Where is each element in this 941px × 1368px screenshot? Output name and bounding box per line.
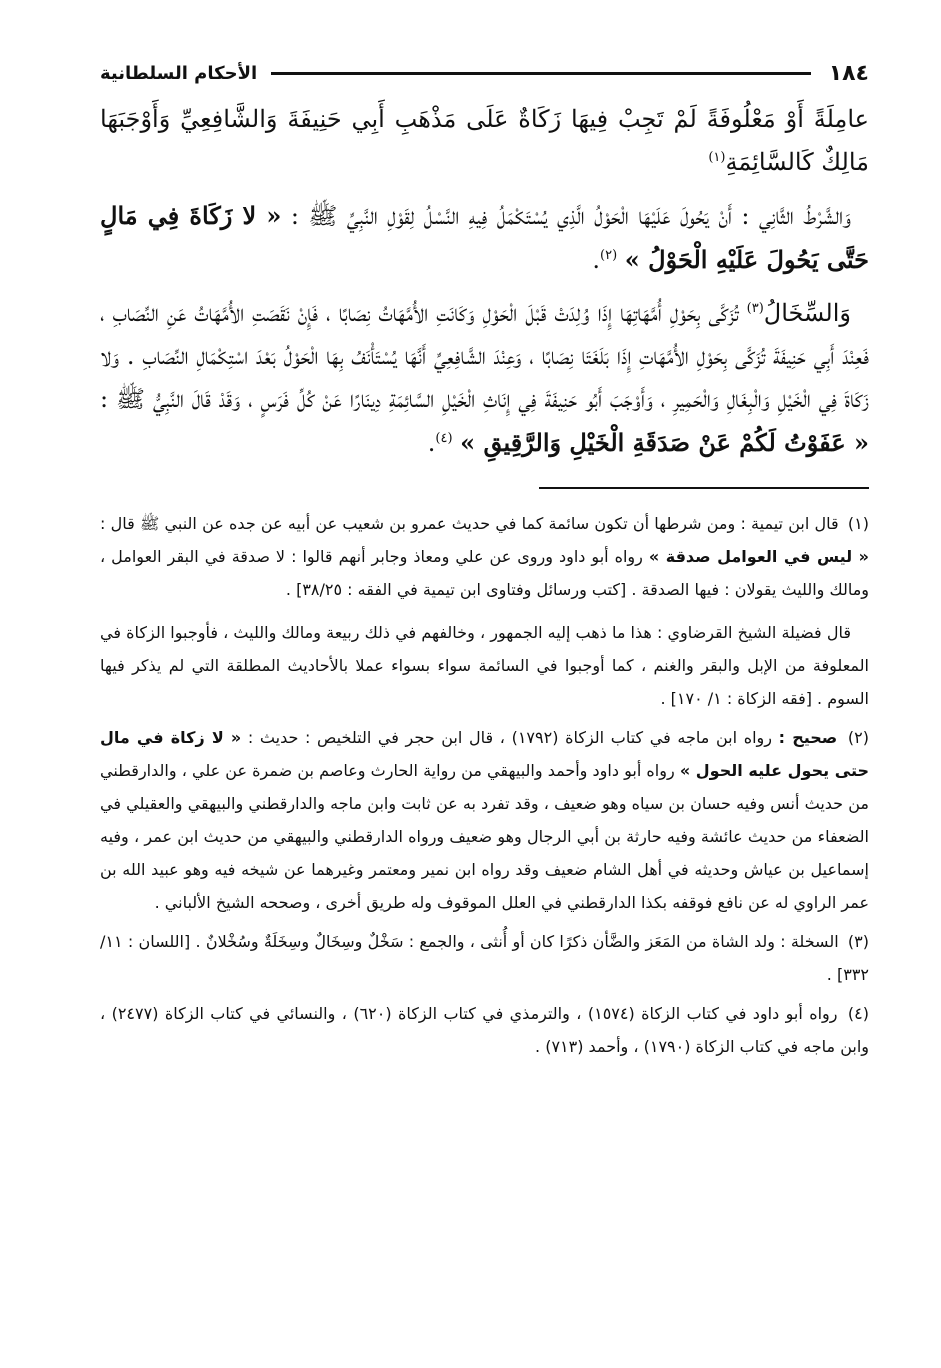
paragraph-3 [100, 292, 869, 465]
footnote-separator [539, 487, 869, 489]
hadith-quote-1: « لا زَكَاةَ فِي مَالٍ حَتَّى يَحُولَ عَلَيْهِ الْحَوْلُ » [100, 201, 869, 274]
footnote-ref-2: (٢) [600, 248, 618, 263]
footnote-1-hadith: « ليس في العوامل صدقة » [648, 547, 869, 566]
footnote-4-number: (٤) [847, 1004, 869, 1023]
footnote-1-text-a: قال ابن تيمية : ومن شرطها أن تكون سائمة كما في حديث عمرو بن شعيب عن أبيه عن جده عن النبي ﷺ قال : [100, 514, 839, 533]
footnote-2 [100, 721, 869, 919]
footnote-1-number: (١) [847, 514, 870, 533]
footnote-3-number: (٣) [847, 932, 869, 951]
paragraph-2-end: . [592, 246, 601, 274]
footnote-3 [100, 925, 869, 991]
footnote-3-text: السخلة : ولد الشاة من المَعَز والضَّأن ذكرًا كان أو أُنثى ، والجمع : سَخْلٌ وسِخَالٌ وسِخَلَةٌ وسُخْلانٌ . [اللسان : ١١/ ٣٣٢] . [100, 932, 869, 984]
footnote-2-number: (٢) [847, 728, 870, 747]
paragraph-1 [100, 98, 869, 184]
footnote-4 [100, 997, 869, 1063]
footnote-ref-1: (١) [708, 150, 726, 165]
page-number: ١٨٤ [828, 60, 869, 86]
header-rule [271, 72, 811, 75]
footnote-1-continued: قال فضيلة الشيخ القرضاوي : هذا ما ذهب إليه الجمهور ، وخالفهم في ذلك ربيعة ومالك والليث ، فأوجبوا الزكاة في المعلوفة من الإبل والبقر والغنم ، كما أوجبوا في السائمة سواء بسواء عملا بالأحاديث المطلقة التي لم يذكر فيها السوم . [فقه الزكاة : ١/ ١٧٠] . [100, 623, 869, 708]
footnote-1 [100, 507, 869, 606]
footnote-2-text-b: رواه أبو داود وأحمد والبيهقي من رواية الحارث وعاصم بن ضمرة عن علي ، والدارقطني من حديث أنس وفيه حسان بن سياه وهو ضعيف ، وقد تفرد به عن ثابت وابن ماجه والدارقطني والبيهقي والعقيلي في الضعفاء من حديث عائشة وفيه حارثة بن أبي الرجال وهو ضعيف ورواه الدارقطني والبيهقي من حديث ابن عمر ، وفيه إسماعيل بن عياش وحديثه في أهل الشام ضعيف وقد رواه ابن نمير ومعتمر وغيرهما عن شيخه فيه وهو عبيد الله بن عمر الراوي له عن نافع فوقفه بكذا الدارقطني في العلل الموقوف وله طريق أخرى ، وصححه الشيخ الألباني . [100, 761, 869, 912]
paragraph-3-text-a: وَالسِّخَالُ [763, 299, 851, 327]
hadith-quote-2: « عَفَوْتُ لَكُمْ عَنْ صَدَقَةِ الْخَيْلِ وَالرَّقِيقِ » [460, 428, 869, 457]
main-text [100, 98, 869, 465]
paragraph-2-text: وَالشَّرْطُ الثَّانِي : أَنْ يَحُولَ عَلَيْهَا الْحَوْلُ الَّذِي يُسْتَكْمَلُ فِيهِ النَّسْلُ لِقَوْلِ النَّبِيِّ ﷺ : [290, 202, 851, 230]
paragraph-1-text: عامِلَةً أَوْ مَعْلُوفَةً لَمْ تَجِبْ فِيهَا زَكَاةٌ عَلَى مَذْهَبِ أَبِي حَنِيفَةَ وَالشَّافِعِيِّ وَأَوْجَبَهَا مَالِكٌ كَالسَّائِمَةِ [100, 105, 869, 176]
footnote-1-text-b: رواه أبو داود وروى عن علي ومعاذ وجابر أنهم قالوا : لا صدقة في البقر العوامل ، ومالك والليث يقولان : فيها الصدقة . [كتب ورسائل وفتاوى ابن تيمية في الفقه : ٣٨/٢٥] . [100, 547, 869, 599]
footnote-4-text: رواه أبو داود في كتاب الزكاة (١٥٧٤) ، والترمذي في كتاب الزكاة (٦٢٠) ، والنسائي في كتاب الزكاة (٢٤٧٧) ، وابن ماجه في كتاب الزكاة (١٧٩٠) ، وأحمد (٧١٣) . [100, 1004, 869, 1056]
footnote-ref-4: (٤) [435, 431, 453, 446]
footnote-2-hadith: « لا زكاة في مال حتى يحول عليه الحول » [100, 728, 870, 780]
paragraph-3-end: . [427, 429, 436, 457]
footnote-2-text-a: رواه ابن ماجه في كتاب الزكاة (١٧٩٢) ، قال ابن حجر في التلخيص : حديث : [247, 728, 773, 747]
footnote-2-label: صحيح : [778, 728, 838, 747]
footnotes [100, 507, 869, 1063]
book-title: الأحكام السلطانية [100, 62, 258, 84]
paragraph-2 [100, 194, 869, 282]
paragraph-3-text-b: تُزَكَّى بِحَوْلِ أُمَّهَاتِهَا إِذَا وُلِدَتْ قَبْلَ الْحَوْلِ وَكَانَتِ الأُمَّهَاتُ نِصَابًا ، فَإِنْ نَقَصَتِ الأُمَّهَاتُ عَنِ النِّصَابِ ، فَعِنْدَ أَبِي حَنِيفَةَ تُزَكَّى بِحَوْلِ الأُمَّهَاتِ إِذَا بَلَغَتَا نِصَابًا ، وَعِنْدَ الشَّافِعِيِّ أَنَّهَا يُسْتَأْنَفُ بِهَا الْحَوْلُ بَعْدَ اسْتِكْمَالِ النِّصَابِ . وَلا زَكَاةَ فِي الْخَيْلِ وَالْبِغَالِ وَالْحَمِيرِ ، وَأَوْجَبَ أَبُو حَنِيفَةَ فِي إِنَاثِ الْخَيْلِ السَّائِمَةِ دِينَارًا عَنْ كُلِّ فَرَسٍ ، وَقَدْ قَالَ النَّبِيُّ ﷺ : [100, 299, 869, 413]
footnote-ref-3: (٣) [746, 301, 764, 316]
page-header [100, 58, 869, 88]
